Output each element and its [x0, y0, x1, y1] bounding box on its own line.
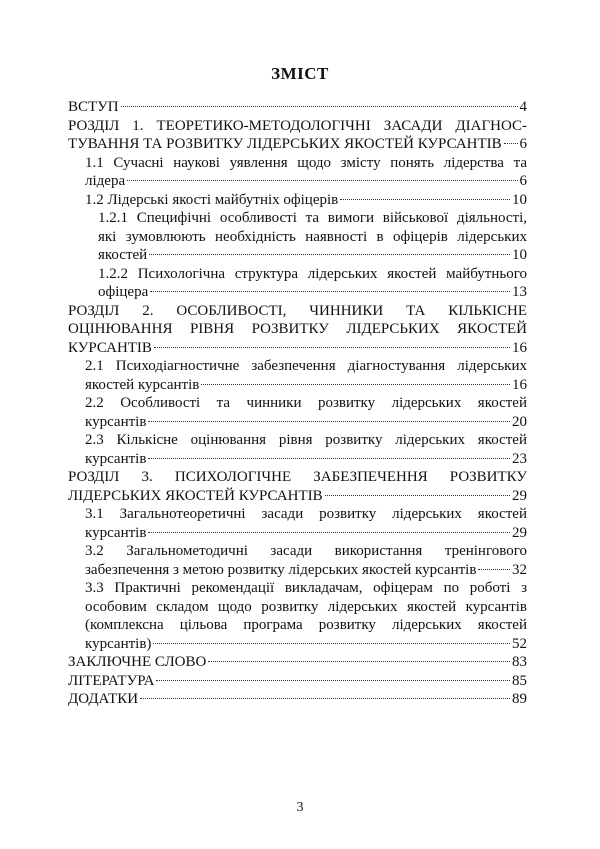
toc-entry-title: 1.2 Лідерські якості майбутніх офіцерів [85, 191, 339, 208]
toc-entry[interactable] [68, 672, 527, 691]
dot-leader [150, 291, 510, 292]
toc-entry-title: ЗАКЛЮЧНЕ СЛОВО [68, 654, 207, 670]
toc-entry[interactable] [68, 690, 527, 709]
toc-entry[interactable] [68, 117, 527, 154]
toc-page-number: 29 [512, 487, 527, 504]
toc-entry[interactable] [68, 579, 527, 653]
toc-entry-line: які зумовлюють необхідність наявності в офіцерів лідерських [98, 228, 527, 245]
toc-page-number: 52 [512, 635, 527, 652]
dot-leader [127, 180, 517, 181]
toc-entry-title: якостей курсантів [85, 376, 200, 393]
toc-entry-line: 3.2 Загальнометодичні засади використання тренінгового [85, 543, 527, 559]
toc-entry-title: курсантів) [85, 635, 152, 652]
toc-entry-title: ЛІДЕРСЬКИХ ЯКОСТЕЙ КУРСАНТІВ [68, 487, 323, 504]
toc-entry-line: ОЦІНЮВАННЯ РІВНЯ РОЗВИТКУ ЛІДЕРСЬКИХ ЯКОСТЕЙ [68, 321, 527, 337]
toc-entry-line: 3.1 Загальнотеоретичні засади розвитку лідерських якостей [85, 506, 527, 522]
toc-page-number: 85 [512, 672, 527, 689]
dot-leader [148, 458, 510, 459]
toc-entry[interactable] [68, 98, 527, 117]
toc-entry-title: ВСТУП [68, 99, 119, 115]
toc-page-number: 32 [512, 561, 527, 578]
toc-page-number: 10 [512, 191, 527, 208]
toc-entry[interactable] [68, 505, 527, 542]
toc-entry-line: 2.2 Особливості та чинники розвитку лідерських якостей [85, 395, 527, 411]
toc-entry[interactable] [68, 191, 527, 210]
toc-page-number: 89 [512, 691, 527, 707]
toc-entry-line: РОЗДІЛ 2. ОСОБЛИВОСТІ, ЧИННИКИ ТА КІЛЬКІСНЕ [68, 302, 527, 319]
dot-leader [153, 643, 510, 644]
toc-entry-line: 1.1 Сучасні наукові уявлення щодо змісту понять лідерства та [85, 154, 527, 171]
toc-entry[interactable] [68, 154, 527, 191]
toc-entry-line: РОЗДІЛ 1. ТЕОРЕТИКО-МЕТОДОЛОГІЧНІ ЗАСАДИ ДІАГНОС- [68, 117, 527, 134]
dot-leader [478, 569, 510, 570]
toc-page-number: 4 [519, 99, 527, 115]
dot-leader [154, 347, 510, 348]
toc-entry-line: (комплексна цільова програма розвитку лідерських якостей [85, 617, 527, 633]
page-title: ЗМІСТ [271, 64, 329, 83]
dot-leader [504, 143, 518, 144]
toc-page-number: 29 [512, 524, 527, 541]
toc-page-number: 20 [512, 413, 527, 430]
page-number: 3 [296, 800, 304, 815]
toc-entry[interactable] [68, 431, 527, 468]
dot-leader [325, 495, 510, 496]
toc-page-number: 13 [512, 284, 527, 300]
toc-entry-line: 2.3 Кількісне оцінювання рівня розвитку лідерських якостей [85, 432, 527, 448]
toc-entry[interactable] [68, 265, 527, 302]
toc-entry-title: КУРСАНТІВ [68, 339, 152, 356]
toc-page-number: 23 [512, 450, 527, 467]
toc-page-number: 16 [512, 339, 527, 356]
dot-leader [156, 680, 510, 681]
toc-entry-title: курсантів [85, 413, 147, 430]
toc-entry-title: забезпечення з метою розвитку лідерських якостей курсантів [85, 561, 477, 578]
dot-leader [201, 384, 510, 385]
dot-leader [340, 199, 510, 200]
dot-leader [208, 661, 510, 662]
toc-entry-line: РОЗДІЛ 3. ПСИХОЛОГІЧНЕ ЗАБЕЗПЕЧЕННЯ РОЗВИТКУ [68, 469, 527, 485]
toc-entry[interactable] [68, 653, 527, 672]
toc-entry-line: 2.1 Психодіагностичне забезпечення діагностування лідерських [85, 358, 527, 374]
toc-page-number: 10 [512, 247, 527, 263]
dot-leader [149, 254, 510, 255]
toc-entry[interactable] [68, 542, 527, 579]
toc-entry[interactable] [68, 209, 527, 265]
toc-entry-line: 1.2.2 Психологічна структура лідерських якостей майбутнього [98, 265, 527, 282]
toc-entry-title: офіцера [98, 284, 149, 300]
toc-entry-line: особовим складом щодо розвитку лідерських якостей курсантів [85, 598, 527, 615]
toc-entry[interactable] [68, 302, 527, 358]
toc-entry[interactable] [68, 468, 527, 505]
toc-entry-title: ДОДАТКИ [68, 691, 139, 707]
toc-entry[interactable] [68, 357, 527, 394]
toc-entry-line: 1.2.1 Специфічні особливості та вимоги військової діяльності, [98, 210, 527, 226]
dot-leader [140, 698, 510, 699]
toc-page-number: 6 [519, 136, 527, 152]
toc-page-number: 83 [512, 654, 527, 670]
dot-leader [121, 106, 518, 107]
toc-entry-line: 3.3 Практичні рекомендації викладачам, офіцерам по роботі з [85, 580, 527, 596]
table-of-contents [68, 98, 527, 709]
dot-leader [148, 421, 510, 422]
toc-entry-title: ЛІТЕРАТУРА [68, 672, 155, 689]
toc-entry-title: лідера [85, 173, 126, 189]
toc-page-number: 16 [512, 376, 527, 393]
toc-entry-title: якостей [98, 247, 148, 263]
toc-entry-title: ТУВАННЯ ТА РОЗВИТКУ ЛІДЕРСЬКИХ ЯКОСТЕЙ КУРСАНТІВ [68, 136, 502, 152]
toc-entry-title: курсантів [85, 450, 147, 467]
toc-page-number: 6 [519, 173, 527, 189]
dot-leader [148, 532, 510, 533]
toc-entry-title: курсантів [85, 524, 147, 541]
toc-entry[interactable] [68, 394, 527, 431]
